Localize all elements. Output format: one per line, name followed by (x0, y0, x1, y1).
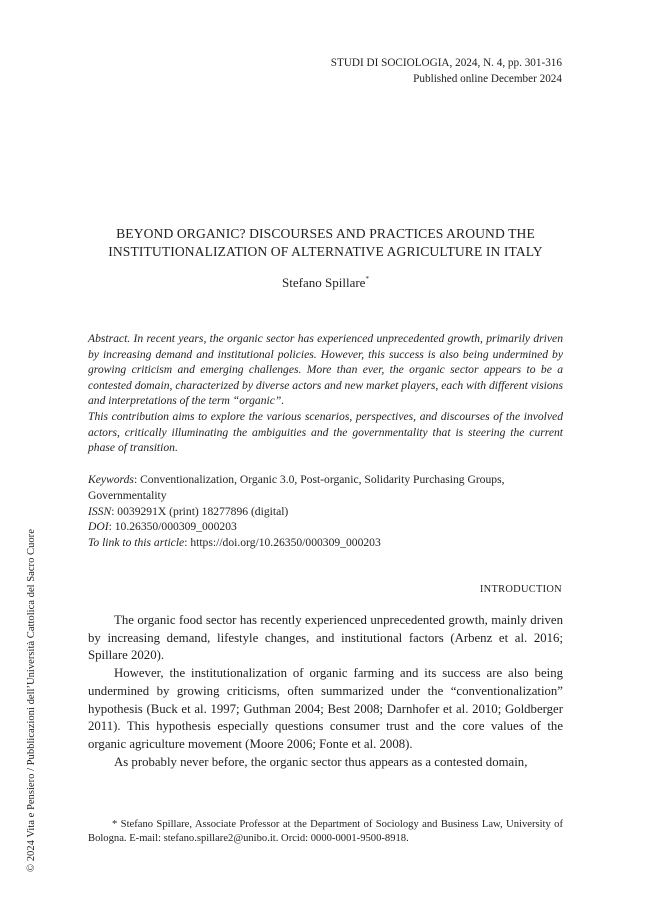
article-metadata (88, 472, 563, 551)
issn-line (88, 504, 563, 520)
doi-value: : 10.26350/000309_000203 (108, 520, 237, 534)
issn-value: : 0039291X (print) 18277896 (digital) (111, 504, 289, 518)
author-line (88, 275, 563, 291)
issn-label: ISSN (88, 504, 112, 518)
abstract-paragraph-1: Abstract. In recent years, the organic sector has experienced unprecedented growth, primarily driven by increasing demand and institutional policies. However, this success is also being undermined by growing criticism and emerging challenges. More than ever, the organic sector appears to be a contested domain, characterized by diverse actors and new market players, each with different visions and interpretations of the term “organic”. (88, 332, 563, 408)
keywords-value: : Conventionalization, Organic 3.0, Post-organic, Solidarity Purchasing Groups, Governmentality (88, 473, 505, 502)
author-name: Stefano Spillare (282, 275, 366, 290)
body-text (88, 612, 563, 771)
title-line-2: INSTITUTIONALIZATION OF ALTERNATIVE AGRICULTURE IN ITALY (108, 244, 543, 259)
footnote-text: * Stefano Spillare, Associate Professor at the Department of Sociology and Business Law, University of Bologna. E-mail: stefano.spillare2@unibo.it. Orcid: 0000-0001-9500-8918. (88, 819, 563, 844)
author-footnote-mark: * (365, 275, 369, 283)
abstract (88, 331, 563, 456)
body-paragraph-3: As probably never before, the organic sector thus appears as a contested domain, (114, 754, 528, 769)
article-link-label: To link to this article (88, 536, 185, 550)
body-paragraph-2: However, the institutionalization of organic farming and its success are also being undermined by growing criticisms, often summarized under the “conventionalization” hypothesis (Buck et al. 1997; Guthman 2004; Best 2008; Darnhofer et al. 2010; Goldberger 2011). This hypothesis especially questions consumer trust and the core values of the organic agriculture movement (Moore 2006; Fonte et al. 2008). (88, 666, 563, 751)
article-title (88, 225, 563, 261)
body-paragraph-1: The organic food sector has recently experienced unprecedented growth, mainly driven by increasing demand, lifestyle changes, and institutional factors (Arbenz et al. 2016; Spillare 2020). (88, 613, 563, 663)
abstract-paragraph-2: This contribution aims to explore the various scenarios, perspectives, and discourses of the involved actors, critically illuminating the ambiguities and the governmentality that is steering the current phase of transition. (88, 409, 563, 455)
title-line-1: BEYOND ORGANIC? DISCOURSES AND PRACTICES AROUND THE (116, 226, 535, 241)
doi-line (88, 519, 563, 535)
published-date: Published online December 2024 (413, 73, 562, 85)
journal-header (331, 55, 562, 87)
article-link-line (88, 535, 563, 551)
keywords-label: Keywords (88, 473, 134, 486)
footnote (88, 818, 563, 846)
section-heading: INTRODUCTION (479, 584, 562, 595)
doi-label: DOI (88, 520, 109, 534)
journal-citation: STUDI DI SOCIOLOGIA, 2024, N. 4, pp. 301-316 (330, 57, 562, 69)
copyright-sidebar: © 2024 Vita e Pensiero / Pubblicazioni dell’Università Cattolica del Sacro Cuore (26, 529, 37, 872)
article-link-value: : https://doi.org/10.26350/000309_000203 (184, 536, 381, 550)
keywords-line (88, 472, 563, 504)
